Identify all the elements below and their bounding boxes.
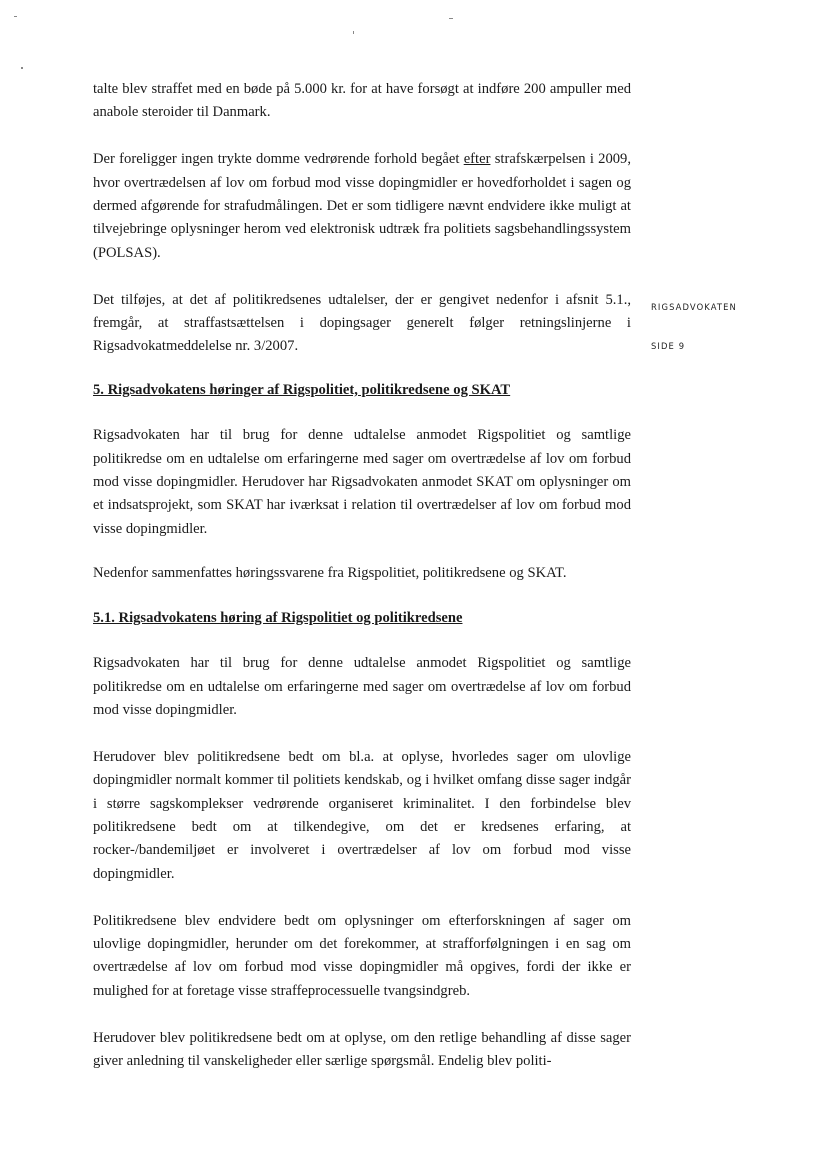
scan-speck	[449, 18, 453, 19]
paragraph-2-emphasis: efter	[463, 151, 491, 168]
paragraph-5: Nedenfor sammenfattes høringssvarene fra Rigspolitiet, politikredsene og SKAT.	[93, 565, 567, 582]
paragraph-1: talte blev straffet med en bøde på 5.000 kr. for at have forsøgt at indføre 200 ampuller med anabole steroider til Danmark.	[93, 81, 631, 121]
margin-page-number: SIDE 9	[651, 341, 686, 351]
section-heading-5-1: 5.1. Rigsadvokatens høring af Rigspolitiet og politikredsene	[93, 609, 463, 626]
scan-speck	[14, 16, 17, 17]
margin-org-label: RIGSADVOKATEN	[651, 302, 737, 312]
paragraph-3: Det tilføjes, at det af politikredsenes udtalelser, der er gengivet nedenfor i afsnit 5.1., fremgår, at straffastsættelsen i dopingsager generelt følger retningslinjerne i Rigsadvokatmeddelelse nr. 3/2007.	[93, 291, 631, 355]
scan-speck	[21, 67, 23, 69]
scan-speck	[353, 31, 354, 34]
paragraph-7: Herudover blev politikredsene bedt om bl.a. at oplyse, hvorledes sager om ulovlige dopingmidler normalt kommer til politiets kendskab, og i hvilket omfang disse sager indgår i større sagskomplekser vedrørende organiseret kriminalitet. I den forbindelse blev politikredsene bedt om at tilkendegive, om det er kredsenes erfaring, at rocker-/bandemiljøet er involveret i overtrædelser af lov om forbud mod visse dopingmidler.	[93, 748, 631, 882]
paragraph-4: Rigsadvokaten har til brug for denne udtalelse anmodet Rigspolitiet og samtlige politikredse om en udtalelse om erfaringerne med sager om overtrædelse af lov om forbud mod visse dopingmidler. Herudover har Rigsadvokaten anmodet SKAT om oplysninger om et indsatsprojekt, som SKAT har iværksat i relation til overtrædelser af lov om forbud mod visse dopingmidler.	[93, 427, 631, 537]
paragraph-2-part-a: Der foreligger ingen trykte domme vedrørende forhold begået	[93, 151, 464, 168]
paragraph-2	[93, 148, 631, 265]
paragraph-8: Politikredsene blev endvidere bedt om oplysninger om efterforskningen af sager om ulovlige dopingmidler, herunder om det forekommer, at strafforfølgningen i en sag om overtrædelse af lov om forbud mod visse dopingmidler må opgives, fordi der ikke er mulighed for at foretage visse straffeprocessuelle tvangsindgreb.	[93, 912, 631, 999]
paragraph-9: Herudover blev politikredsene bedt om at oplyse, om den retlige behandling af disse sager giver anledning til vanskeligheder eller særlige spørgsmål. Endelig blev politi-	[93, 1029, 631, 1069]
section-heading-5: 5. Rigsadvokatens høringer af Rigspolitiet, politikredsene og SKAT	[93, 381, 511, 398]
document-body	[93, 78, 631, 1073]
paragraph-2-part-b: strafskærpelsen i 2009, hvor overtrædelsen af lov om forbud mod visse dopingmidler er hovedforholdet i sagen og dermed afgørende for strafudmålingen. Det er som tidligere nævnt endvidere ikke muligt at tilvejebringe oplysninger herom ved elektronisk udtræk fra politiets sagsbehandlingssystem (POLSAS).	[93, 151, 631, 261]
paragraph-6: Rigsadvokaten har til brug for denne udtalelse anmodet Rigspolitiet og samtlige politikredse om en udtalelse om erfaringerne med sager om overtrædelse af lov om forbud mod visse dopingmidler.	[93, 655, 631, 718]
